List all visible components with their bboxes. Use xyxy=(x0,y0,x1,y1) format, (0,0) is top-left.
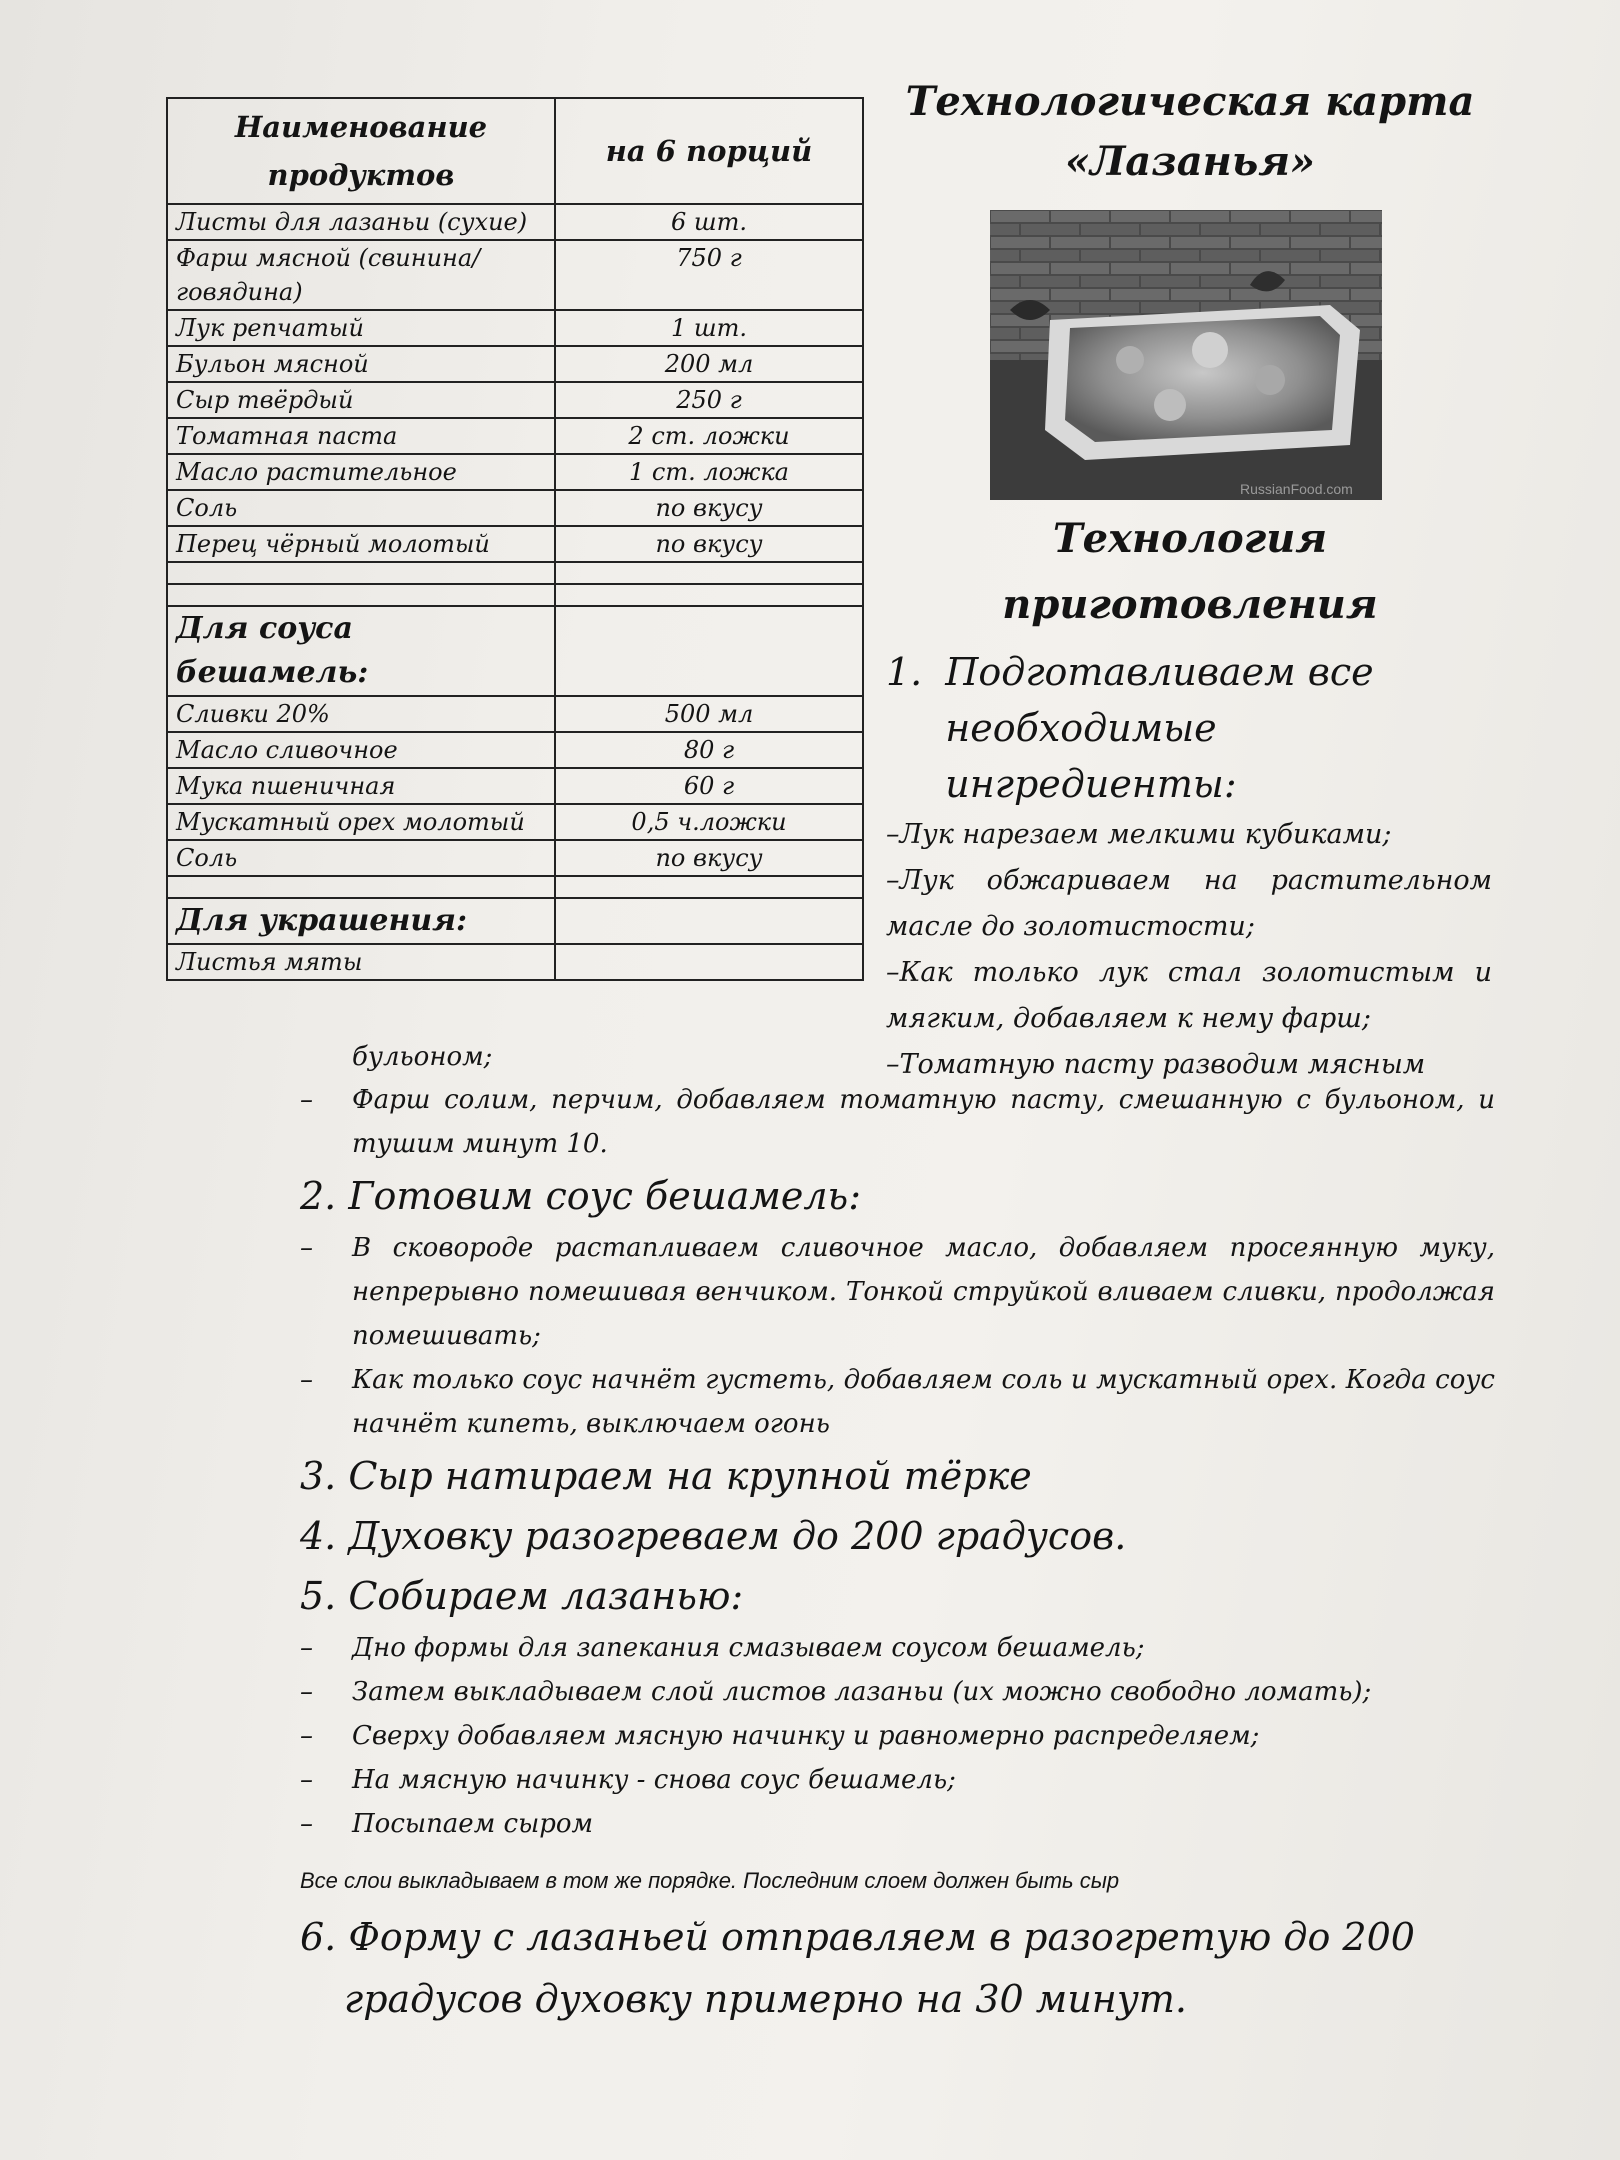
ingredient-qty: 0,5 ч.ложки xyxy=(555,804,863,840)
list-item: – Как только соус начнёт густеть, добавляем соль и мускатный орех. Когда соус начнёт кипеть, выключаем огонь xyxy=(300,1365,1495,1439)
ingredient-name: Листья мяты xyxy=(167,944,555,980)
ingredient-name: Лук репчатый xyxy=(167,310,555,346)
list-item: – Затем выкладываем слой листов лазаньи (их можно свободно ломать); xyxy=(300,1677,1372,1707)
ingredient-name: Масло растительное xyxy=(167,454,555,490)
ingredient-qty: 1 шт. xyxy=(555,310,863,346)
table-row-empty xyxy=(167,562,863,584)
header-product-name: Наименование продуктов xyxy=(167,98,555,204)
ingredient-qty xyxy=(555,944,863,980)
table-row xyxy=(167,840,863,876)
step-3-heading: 3. Сыр натираем на крупной тёрке xyxy=(300,1454,1032,1498)
step-1-heading xyxy=(886,644,1492,812)
step-1-bullet: –Лук нарезаем мелкими кубиками; xyxy=(886,819,1392,850)
step-1-block xyxy=(886,644,1492,1088)
table-row xyxy=(167,454,863,490)
ingredient-qty: 750 г xyxy=(555,240,863,310)
table-row xyxy=(167,804,863,840)
step-1-bullet: –Лук обжариваем на растительном масле до золотистости; xyxy=(886,865,1492,942)
step-4-heading: 4. Духовку разогреваем до 200 градусов. xyxy=(300,1514,1127,1558)
ingredient-qty: 1 ст. ложка xyxy=(555,454,863,490)
section-garnish: Для украшения: xyxy=(167,898,555,944)
list-item: – Фарш солим, перчим, добавляем томатную пасту, смешанную с бульоном, и тушим минут 10. xyxy=(300,1085,1495,1159)
table-row xyxy=(167,418,863,454)
section-sauce: Для соуса бешамель: xyxy=(167,606,555,696)
step-1-number: 1. xyxy=(886,650,923,694)
ingredient-name: Перец чёрный молотый xyxy=(167,526,555,562)
ingredient-name: Бульон мясной xyxy=(167,346,555,382)
step-5-heading: 5. Собираем лазанью: xyxy=(300,1574,744,1618)
photo-watermark: RussianFood.com xyxy=(1240,481,1353,497)
ingredient-name: Томатная паста xyxy=(167,418,555,454)
list-item: – На мясную начинку - снова соус бешамель; xyxy=(300,1765,956,1795)
table-row-empty xyxy=(167,876,863,898)
step-6-line-1: 6. Форму с лазаньей отправляем в разогретую до 200 xyxy=(300,1915,1415,1959)
table-section-row xyxy=(167,606,863,696)
table-row xyxy=(167,490,863,526)
header-portions: на 6 порций xyxy=(555,98,863,204)
table-row xyxy=(167,526,863,562)
layering-note: Все слои выкладываем в том же порядке. Последним слоем должен быть сыр xyxy=(300,1868,1120,1893)
step-6-heading xyxy=(300,1906,1495,2030)
ingredient-qty: 500 мл xyxy=(555,696,863,732)
ingredient-qty: по вкусу xyxy=(555,526,863,562)
ingredient-qty: по вкусу xyxy=(555,840,863,876)
lasagna-image xyxy=(990,210,1382,500)
table-row xyxy=(167,732,863,768)
table-header-row xyxy=(167,98,863,204)
table-row xyxy=(167,944,863,980)
list-item: – Посыпаем сыром xyxy=(300,1809,594,1839)
ingredient-name: Сыр твёрдый xyxy=(167,382,555,418)
table-row xyxy=(167,382,863,418)
ingredients-table xyxy=(166,97,864,981)
ingredient-name: Соль xyxy=(167,840,555,876)
list-item: – В сковороде растапливаем сливочное масло, добавляем просеянную муку, непрерывно помешивая венчиком. Тонкой струйкой вливаем сливки, продолжая помешивать; xyxy=(300,1233,1495,1351)
section-subtitle: Технология приготовления xyxy=(1002,515,1378,628)
table-row xyxy=(167,310,863,346)
step-2-heading: 2. Готовим соус бешамель: xyxy=(300,1174,862,1218)
step-1-bullet: –Томатную пасту разводим мясным xyxy=(886,1049,1426,1080)
table-row xyxy=(167,768,863,804)
table-row xyxy=(167,204,863,240)
lower-steps xyxy=(300,1036,1495,2030)
ingredient-qty: 200 мл xyxy=(555,346,863,382)
ingredient-name: Соль xyxy=(167,490,555,526)
table-row xyxy=(167,346,863,382)
step-1-text: Подготавливаем все необходимые ингредиенты: xyxy=(945,650,1374,806)
ingredient-qty: 6 шт. xyxy=(555,204,863,240)
table-row-empty xyxy=(167,584,863,606)
ingredient-name: Сливки 20% xyxy=(167,696,555,732)
table-row xyxy=(167,696,863,732)
step-1-bullet: –Как только лук стал золотистым и мягким, добавляем к нему фарш; xyxy=(886,957,1492,1034)
ingredient-qty: по вкусу xyxy=(555,490,863,526)
ingredient-name: Фарш мясной (свинина/говядина) xyxy=(167,240,555,310)
ingredient-qty: 80 г xyxy=(555,732,863,768)
ingredient-name: Мускатный орех молотый xyxy=(167,804,555,840)
step-6-line-2: градусов духовку примерно на 30 минут. xyxy=(344,1977,1187,2021)
page-title: Технологическая карта «Лазанья» xyxy=(905,78,1475,185)
ingredient-name: Листы для лазаньи (сухие) xyxy=(167,204,555,240)
list-item: – Дно формы для запекания смазываем соусом бешамель; xyxy=(300,1633,1145,1663)
ingredient-qty: 250 г xyxy=(555,382,863,418)
step-1-continuation: бульоном; xyxy=(352,1042,493,1072)
table-row xyxy=(167,240,863,310)
table-section-row xyxy=(167,898,863,944)
ingredient-name: Масло сливочное xyxy=(167,732,555,768)
list-item: – Сверху добавляем мясную начинку и равномерно распределяем; xyxy=(300,1721,1260,1751)
ingredient-name: Мука пшеничная xyxy=(167,768,555,804)
lasagna-photo xyxy=(990,210,1382,500)
ingredient-qty: 60 г xyxy=(555,768,863,804)
ingredient-qty: 2 ст. ложки xyxy=(555,418,863,454)
